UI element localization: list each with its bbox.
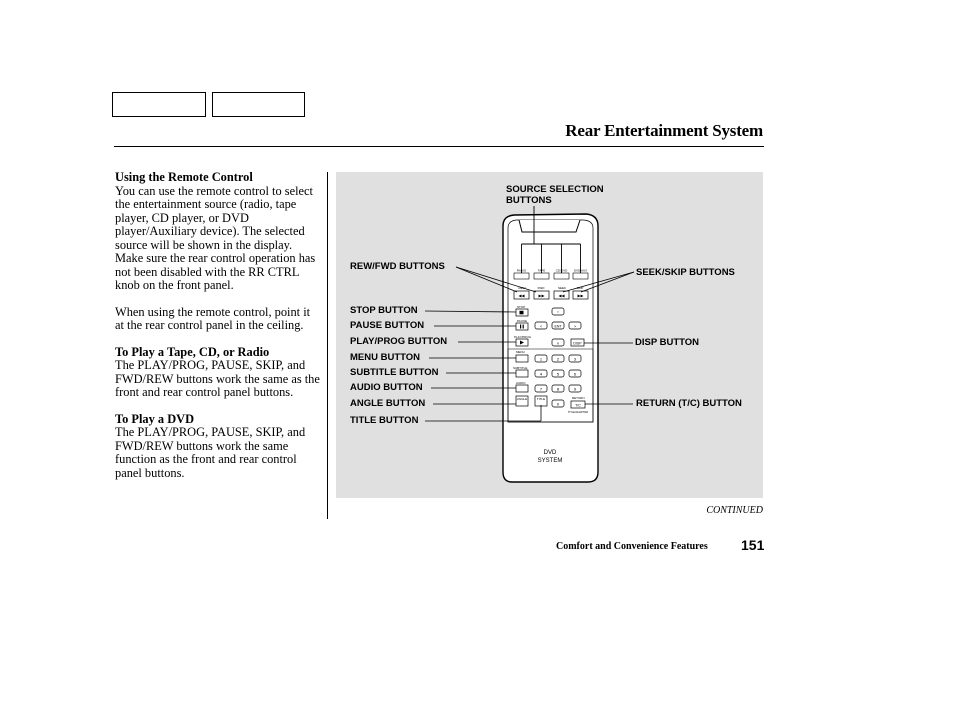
svg-text:5: 5 xyxy=(556,371,560,377)
svg-text:9: 9 xyxy=(573,386,577,392)
callout-rew-fwd: REW/FWD BUTTONS xyxy=(350,261,445,272)
svg-text:6: 6 xyxy=(573,371,577,377)
svg-text:SEEK: SEEK xyxy=(557,286,567,290)
callout-title: TITLE BUTTON xyxy=(350,415,419,426)
svg-text:SUBTITLE: SUBTITLE xyxy=(513,366,528,370)
svg-text:2: 2 xyxy=(556,356,560,362)
page-title: Rear Entertainment System xyxy=(565,121,763,140)
svg-text:8: 8 xyxy=(556,386,560,392)
svg-text:◂◂: ◂◂ xyxy=(558,293,565,300)
page-number: 151 xyxy=(741,537,765,553)
svg-text:STOP: STOP xyxy=(517,305,526,309)
svg-text:1: 1 xyxy=(539,356,543,362)
svg-text:RETURN: RETURN xyxy=(572,396,585,400)
svg-text:4: 4 xyxy=(539,371,543,377)
section-heading: To Play a Tape, CD, or Radio xyxy=(115,344,270,359)
callout-pause: PAUSE BUTTON xyxy=(350,320,425,331)
section-heading: Using the Remote Control xyxy=(115,170,253,184)
svg-text:DISP: DISP xyxy=(573,341,582,346)
nav-tab-box-2 xyxy=(212,92,305,117)
svg-text:v: v xyxy=(557,340,559,346)
svg-text:TITLE: TITLE xyxy=(536,397,546,401)
paragraph: The PLAY/PROG, PAUSE, SKIP, and FWD/REW buttons work the same as the front and rear control panel buttons. xyxy=(115,358,320,399)
svg-text:ENT: ENT xyxy=(554,324,562,329)
paragraph: Make sure the rear control operation has not been disabled with the RR CTRL knob on the front panel. xyxy=(115,251,316,292)
svg-text:<: < xyxy=(539,323,543,329)
svg-text:TITLE/CHAPTER: TITLE/CHAPTER xyxy=(567,411,589,414)
callout-angle: ANGLE BUTTON xyxy=(350,398,426,409)
svg-text:SKIP: SKIP xyxy=(576,286,584,290)
header-rule xyxy=(114,146,764,147)
svg-text:^: ^ xyxy=(557,309,559,315)
svg-text:◂◂: ◂◂ xyxy=(518,293,525,300)
remote-control-illustration xyxy=(336,172,763,498)
svg-text:REW: REW xyxy=(518,286,526,290)
remote-control-figure xyxy=(336,172,763,498)
model-label: SYSTEM xyxy=(537,458,563,464)
svg-text:MENU: MENU xyxy=(516,350,525,354)
svg-text:CD/DVD: CD/DVD xyxy=(555,268,568,273)
section-heading: To Play a DVD xyxy=(115,411,195,426)
svg-text:▸▸: ▸▸ xyxy=(538,293,545,300)
footer-section-name: Comfort and Convenience Features xyxy=(556,541,708,552)
svg-text:TAPE: TAPE xyxy=(537,268,546,273)
model-label: DVD xyxy=(543,450,557,456)
remote-body xyxy=(503,214,598,482)
svg-text:PAUSE: PAUSE xyxy=(517,319,527,323)
paragraph: The PLAY/PROG, PAUSE, SKIP, and FWD/REW buttons work the same function as the front and rear control panel buttons. xyxy=(115,425,306,480)
paragraph: When using the remote control, point it at the rear control panel in the ceiling. xyxy=(115,304,311,332)
svg-text:AUDIO: AUDIO xyxy=(516,381,526,385)
svg-text:FWD: FWD xyxy=(537,286,545,290)
callout-audio: AUDIO BUTTON xyxy=(350,382,423,393)
column-divider xyxy=(327,172,328,519)
svg-text:0: 0 xyxy=(556,401,560,407)
callout-disp: DISP BUTTON xyxy=(635,337,700,348)
callout-subtitle: SUBTITLE BUTTON xyxy=(350,367,439,378)
svg-text:RADIO: RADIO xyxy=(516,268,527,273)
callout-menu: MENU BUTTON xyxy=(350,352,421,363)
svg-text:>: > xyxy=(573,323,577,329)
svg-text:DVD/AUX: DVD/AUX xyxy=(573,268,588,273)
callout-source-selection: SOURCE SELECTION BUTTONS xyxy=(506,184,604,206)
callout-stop: STOP BUTTON xyxy=(350,305,418,316)
continued-note: CONTINUED xyxy=(706,505,763,516)
svg-text:7: 7 xyxy=(539,386,543,392)
svg-text:PLAY/PROG: PLAY/PROG xyxy=(514,335,532,339)
callout-seek-skip: SEEK/SKIP BUTTONS xyxy=(636,267,735,278)
svg-text:▸▸: ▸▸ xyxy=(577,293,584,300)
callout-play-prog: PLAY/PROG BUTTON xyxy=(350,336,448,347)
svg-text:T/C: T/C xyxy=(575,403,581,408)
svg-text:3: 3 xyxy=(573,356,577,362)
callout-return-tc: RETURN (T/C) BUTTON xyxy=(636,398,742,409)
body-text-column xyxy=(115,171,321,480)
svg-text:ANGLE: ANGLE xyxy=(516,397,528,401)
nav-tab-box-1 xyxy=(112,92,206,117)
paragraph: You can use the remote control to select the entertainment source (radio, tape player, CD player, or DVD player/Auxiliary device). The selected source will be shown in the display. xyxy=(115,183,313,252)
